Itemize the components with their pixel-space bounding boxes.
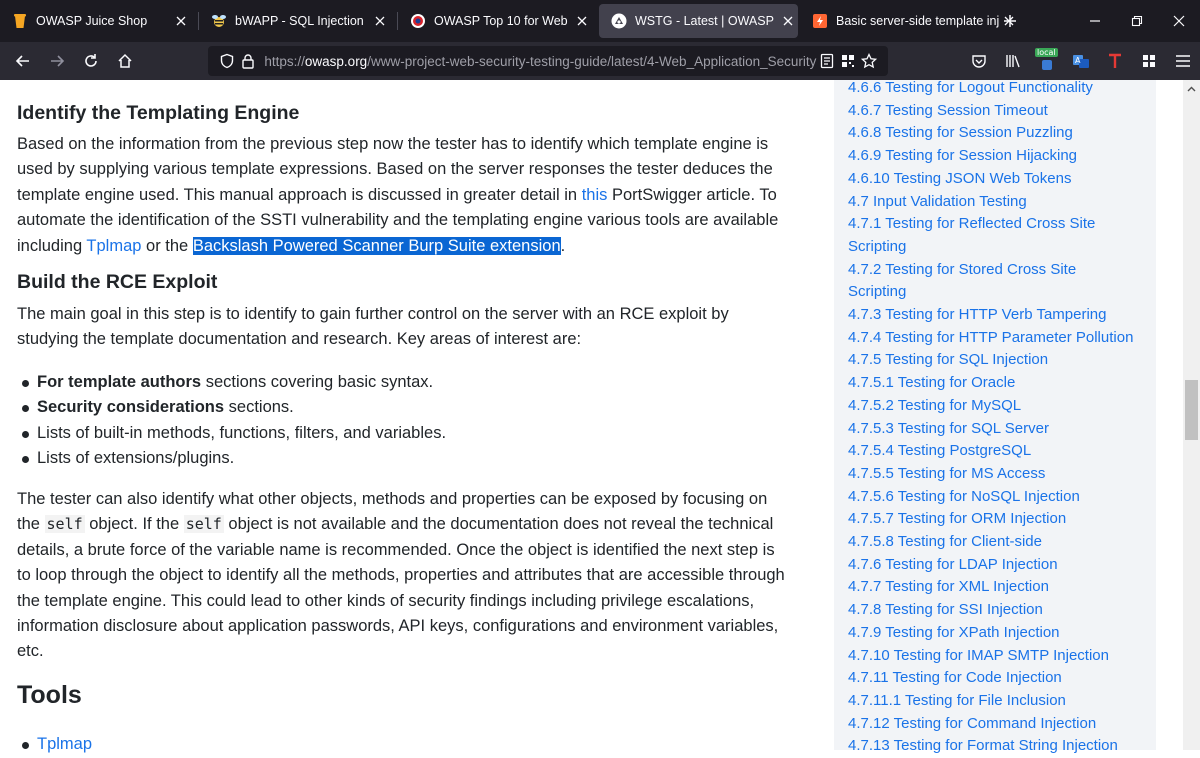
heading-build-rce-exploit: Build the RCE Exploit	[17, 271, 218, 293]
juice-shop-icon	[12, 13, 28, 29]
owasp-wasp-icon	[611, 13, 627, 29]
toc-link[interactable]: 4.7.12 Testing for Command Injection	[848, 714, 1097, 732]
toc-link[interactable]: Scripting	[848, 283, 907, 301]
toc-link[interactable]: 4.7.5.3 Testing for SQL Server	[848, 419, 1049, 437]
list-item	[0, 732, 800, 757]
list-item: Lists of extensions/plugins.	[0, 446, 800, 471]
tab-portswigger[interactable]	[800, 0, 1000, 42]
translate-extension-button[interactable]	[1064, 46, 1098, 76]
heading-identify-templating-engine: Identify the Templating Engine	[17, 102, 300, 124]
toc-link[interactable]: 4.7 Input Validation Testing	[848, 192, 1027, 210]
tab-wstg[interactable]	[599, 4, 798, 38]
grid-icon	[1142, 54, 1156, 68]
hamburger-icon	[1175, 54, 1191, 68]
toc-link[interactable]: 4.7.4 Testing for HTTP Parameter Pollution	[848, 328, 1134, 346]
pocket-icon	[971, 53, 987, 69]
library-button[interactable]	[996, 46, 1030, 76]
url-bar[interactable]	[208, 46, 888, 76]
local-badge: local	[1037, 48, 1056, 57]
toc-link[interactable]: 4.7.2 Testing for Stored Cross Site	[848, 260, 1077, 278]
local-extension-button[interactable]	[1030, 46, 1064, 76]
toc-link[interactable]: 4.7.5.2 Testing for MySQL	[848, 396, 1022, 414]
tab-juice-shop[interactable]	[0, 0, 199, 42]
restore-button[interactable]	[1116, 0, 1158, 42]
arrow-left-icon	[15, 53, 31, 69]
heading-tools: Tools	[17, 681, 82, 709]
code-self: self	[185, 515, 222, 534]
toc-link[interactable]: 4.6.6 Testing for Logout Functionality	[848, 79, 1093, 96]
close-icon[interactable]	[574, 13, 590, 29]
close-icon[interactable]	[1001, 13, 1017, 29]
paragraph-objects: The tester can also identify what other objects, methods and properties can be exposed by focusing on the self object. If the self object is not available and the documentation does not reveal the technical details, a brute force of the variable name is recommended. Once the object is identified the next step is to loop through the object to identify all the methods, properties and attributes that are accessible through the template engine. This could lead to other kinds of security findings including privilege escalations, information disclosure about application passwords, API keys, configurations and environment variables, etc.	[17, 490, 785, 661]
t-letter-icon	[1108, 53, 1122, 69]
article-content	[0, 80, 834, 753]
list-item: For template authors sections covering basic syntax.	[0, 370, 800, 395]
tab-title: Basic server-side template inj	[836, 14, 1000, 28]
toc-link[interactable]: 4.7.11.1 Testing for File Inclusion	[848, 691, 1066, 709]
toc-link[interactable]: 4.7.3 Testing for HTTP Verb Tampering	[848, 306, 1107, 324]
tab-owasp-top10[interactable]	[398, 0, 597, 42]
list-item: Security considerations sections.	[0, 395, 800, 420]
extension-icon	[1039, 57, 1055, 73]
library-icon	[1005, 53, 1021, 69]
toc-link[interactable]: 4.7.5.5 Testing for MS Access	[848, 464, 1046, 482]
backslash-scanner-link-selected[interactable]: Backslash Powered Scanner Burp Suite extension	[192, 236, 561, 255]
bookmark-star-icon[interactable]	[859, 50, 880, 72]
toc-link[interactable]: 4.6.7 Testing Session Timeout	[848, 101, 1048, 119]
tplmap-tool-link[interactable]: Tplmap	[37, 735, 93, 753]
reload-button[interactable]	[74, 46, 108, 76]
lock-icon[interactable]	[237, 50, 258, 72]
tab-title: bWAPP - SQL Injection	[235, 14, 364, 28]
toc-link[interactable]: Scripting	[848, 237, 907, 255]
window-controls	[1074, 0, 1200, 42]
close-icon[interactable]	[173, 13, 189, 29]
toc-link[interactable]: 4.6.9 Testing for Session Hijacking	[848, 147, 1078, 165]
close-window-button[interactable]	[1158, 0, 1200, 42]
back-button[interactable]	[6, 46, 40, 76]
close-icon[interactable]	[372, 13, 388, 29]
paragraph-build: The main goal in this step is to identify to gain further control on the server with an RCE exploit by studying the template documentation and research. Key areas of interest are:	[17, 305, 729, 349]
tab-title: OWASP Top 10 for Web	[434, 14, 568, 28]
tab-bwapp[interactable]	[199, 0, 398, 42]
home-icon	[117, 53, 133, 69]
toolbar-right	[962, 42, 1200, 80]
toc-link[interactable]: 4.7.11 Testing for Code Injection	[848, 669, 1062, 687]
scroll-up-arrow-icon[interactable]	[1183, 80, 1200, 97]
forward-button[interactable]	[40, 46, 74, 76]
toc-link[interactable]: 4.6.10 Testing JSON Web Tokens	[848, 169, 1072, 187]
portswigger-icon	[812, 13, 828, 29]
code-self: self	[46, 515, 83, 534]
interest-areas-list	[0, 370, 800, 472]
toc-list	[848, 77, 1148, 758]
translate-icon	[1072, 53, 1090, 69]
tab-strip	[0, 0, 1200, 42]
toc-link[interactable]: 4.7.9 Testing for XPath Injection	[848, 623, 1060, 641]
reload-icon	[83, 53, 99, 69]
shield-icon[interactable]	[216, 50, 237, 72]
paragraph-identify: Based on the information from the previous step now the tester has to identify which template engine is used by supplying various template expressions. Based on the server responses the tester deduces the template engine used. This manual approach is discussed in greater detail in this PortSwigger article. To automate the identification of the SSTI vulnerability and the templating engine various tools are available including Tplmap or the Backslash Powered Scanner Burp Suite extension.	[17, 135, 779, 255]
toc-link[interactable]: 4.7.10 Testing for IMAP SMTP Injection	[848, 646, 1109, 664]
toc-link[interactable]: 4.7.5.1 Testing for Oracle	[848, 374, 1016, 392]
tools-list	[0, 732, 800, 757]
toc-link[interactable]: 4.7.5.6 Testing for NoSQL Injection	[848, 487, 1080, 505]
close-icon[interactable]	[780, 13, 796, 29]
scrollbar-thumb[interactable]	[1185, 380, 1198, 440]
toc-link[interactable]: 4.7.5.7 Testing for ORM Injection	[848, 510, 1067, 528]
nav-toolbar	[0, 42, 1200, 80]
toc-link[interactable]: 4.7.5.4 Testing PostgreSQL	[848, 442, 1032, 460]
url-text[interactable]: https://owasp.org/www-project-web-security-testing-guide/latest/4-Web_Application_Security	[264, 53, 817, 69]
pocket-button[interactable]	[962, 46, 996, 76]
page-scrollbar[interactable]	[1183, 80, 1200, 750]
toc-link[interactable]: 4.6.8 Testing for Session Puzzling	[848, 124, 1073, 142]
toc-link[interactable]: 4.7.7 Testing for XML Injection	[848, 578, 1049, 596]
extensions-button[interactable]	[1132, 46, 1166, 76]
arrow-right-icon	[49, 53, 65, 69]
toc-sidebar	[834, 79, 1156, 755]
list-item: Lists of built-in methods, functions, filters, and variables.	[0, 421, 800, 446]
tplmap-link[interactable]: Tplmap	[86, 236, 142, 255]
menu-button[interactable]	[1166, 46, 1200, 76]
toc-link[interactable]: 4.7.6 Testing for LDAP Injection	[848, 555, 1058, 573]
owasp-top10-icon	[410, 13, 426, 29]
bee-icon	[211, 13, 227, 29]
minimize-button[interactable]	[1074, 0, 1116, 42]
this-link[interactable]: this	[581, 185, 608, 204]
home-button[interactable]	[108, 46, 142, 76]
svg-text:A: A	[1075, 56, 1081, 65]
toc-link[interactable]: 4.7.1 Testing for Reflected Cross Site	[848, 215, 1096, 233]
qr-code-icon[interactable]	[838, 50, 859, 72]
tab-title: OWASP Juice Shop	[36, 14, 148, 28]
toc-link[interactable]: 4.7.13 Testing for Format String Injection	[848, 737, 1118, 755]
t-extension-button[interactable]	[1098, 46, 1132, 76]
tab-title: WSTG - Latest | OWASP	[635, 14, 774, 28]
toc-link[interactable]: 4.7.5 Testing for SQL Injection	[848, 351, 1049, 369]
toc-link[interactable]: 4.7.8 Testing for SSI Injection	[848, 601, 1043, 619]
reader-view-icon[interactable]	[816, 50, 837, 72]
toc-link[interactable]: 4.7.5.8 Testing for Client-side	[848, 533, 1042, 551]
